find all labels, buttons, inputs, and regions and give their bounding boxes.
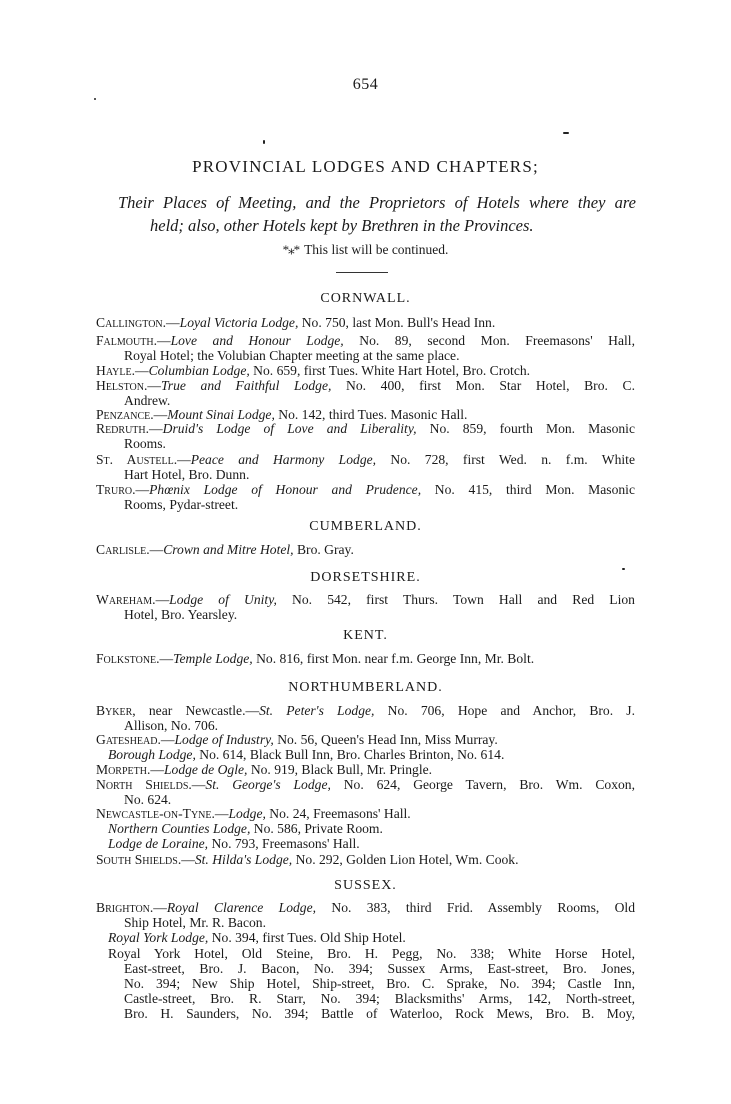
county-heading: NORTHUMBERLAND. xyxy=(288,680,443,695)
entry-line: Royal York Lodge, No. 394, first Tues. Old Ship Hotel. xyxy=(108,930,406,946)
page-title: PROVINCIAL LODGES AND CHAPTERS; xyxy=(192,157,539,176)
lodge-entry xyxy=(96,407,635,422)
entry-line: Allison, No. 706. xyxy=(124,718,219,734)
entry-line: Borough Lodge, No. 614, Black Bull Inn, Bro. Charles Brinton, No. 614. xyxy=(108,747,505,763)
entry-line: Callington.—Loyal Victoria Lodge, No. 750, last Mon. Bull's Head Inn. xyxy=(96,315,496,330)
entry-line: Bro. H. Saunders, No. 394; Battle of Waterloo, Rock Mews, Bro. B. Moy, xyxy=(124,1006,635,1022)
lodge-entry xyxy=(96,542,635,557)
entry-line: Rooms. xyxy=(124,436,166,452)
entry-line: Morpeth.—Lodge de Ogle, No. 919, Black Bull, Mr. Pringle. xyxy=(96,762,433,777)
subtitle-line-1: Their Places of Meeting, and the Proprietors of Hotels where they are xyxy=(118,193,636,212)
continuation-note xyxy=(0,242,731,258)
entry-line: Penzance.—Mount Sinai Lodge, No. 142, third Tues. Masonic Hall. xyxy=(96,407,468,422)
lodge-entry xyxy=(96,378,635,408)
entry-line: Truro.—Phœnix Lodge of Honour and Prudence, No. 415, third Mon. Masonic xyxy=(96,482,635,497)
lodge-entry xyxy=(96,703,635,733)
lodge-entry xyxy=(96,421,635,451)
lodge-entry xyxy=(96,333,635,363)
entry-line: Newcastle-on-Tyne.—Lodge, No. 24, Freemasons' Hall. xyxy=(96,806,411,821)
entry-line: Ship Hotel, Mr. R. Bacon. xyxy=(124,915,266,931)
asterism-icon: *⁎* xyxy=(282,242,300,257)
county-heading: KENT. xyxy=(343,628,388,643)
divider-rule xyxy=(336,272,388,273)
county-heading: DORSETSHIRE. xyxy=(310,570,421,585)
lodge-entry xyxy=(96,363,635,378)
county-heading: CORNWALL. xyxy=(320,291,411,306)
entry-line: Hayle.—Columbian Lodge, No. 659, first Tues. White Hart Hotel, Bro. Crotch. xyxy=(96,363,531,378)
print-speck xyxy=(263,140,265,144)
entry-line: North Shields.—St. George's Lodge, No. 624, George Tavern, Bro. Wm. Coxon, xyxy=(96,777,635,792)
entry-line: Hart Hotel, Bro. Dunn. xyxy=(124,467,250,483)
lodge-entry xyxy=(96,315,635,330)
entry-line: Northern Counties Lodge, No. 586, Private Room. xyxy=(108,821,383,837)
entry-line: St. Austell.—Peace and Harmony Lodge, No. 728, first Wed. n. f.m. White xyxy=(96,452,635,467)
entry-line: Wareham.—Lodge of Unity, No. 542, first Thurs. Town Hall and Red Lion xyxy=(96,592,635,607)
lodge-entry xyxy=(96,806,635,852)
print-speck xyxy=(94,98,96,100)
entry-line: Byker, near Newcastle.—St. Peter's Lodge, No. 706, Hope and Anchor, Bro. J. xyxy=(96,703,635,718)
entry-line: Folkstone.—Temple Lodge, No. 816, first Mon. near f.m. George Inn, Mr. Bolt. xyxy=(96,651,535,666)
lodge-entry xyxy=(96,852,635,867)
note-text: This list will be continued. xyxy=(304,242,449,257)
entry-line: No. 394; New Ship Hotel, Ship-street, Bro. C. Sprake, No. 394; Castle Inn, xyxy=(124,976,635,992)
lodge-entry xyxy=(96,732,635,762)
entry-line: Redruth.—Druid's Lodge of Love and Liberality, No. 859, fourth Mon. Masonic xyxy=(96,421,635,436)
entry-line: Gateshead.—Lodge of Industry, No. 56, Queen's Head Inn, Miss Murray. xyxy=(96,732,498,747)
entry-line: East-street, Bro. J. Bacon, No. 394; Sussex Arms, East-street, Bro. Jones, xyxy=(124,960,635,976)
lodge-entry xyxy=(96,651,635,666)
county-heading: CUMBERLAND. xyxy=(309,519,422,534)
entry-line: Hotel, Bro. Yearsley. xyxy=(124,607,238,623)
entry-line: Rooms, Pydar-street. xyxy=(124,497,239,513)
lodge-entry xyxy=(96,592,635,622)
subtitle-line-2: held; also, other Hotels kept by Brethren in the Provinces. xyxy=(150,216,534,235)
entry-line: Royal Hotel; the Volubian Chapter meeting at the same place. xyxy=(124,348,460,364)
entry-line: Carlisle.—Crown and Mitre Hotel, Bro. Gray. xyxy=(96,542,354,557)
print-speck xyxy=(563,132,569,134)
entry-line: Andrew. xyxy=(124,393,171,409)
entry-line: Helston.—True and Faithful Lodge, No. 400, first Mon. Star Hotel, Bro. C. xyxy=(96,378,635,393)
page-subtitle xyxy=(118,191,636,237)
lodge-entry xyxy=(96,762,635,777)
entry-line: Lodge de Loraine, No. 793, Freemasons' Hall. xyxy=(108,836,360,852)
entry-line: Royal York Hotel, Old Steine, Bro. H. Pegg, No. 338; White Horse Hotel, xyxy=(108,945,635,961)
lodge-entry xyxy=(96,452,635,482)
entry-line: South Shields.—St. Hilda's Lodge, No. 292, Golden Lion Hotel, Wm. Cook. xyxy=(96,852,519,867)
page-number: 654 xyxy=(352,76,379,93)
lodge-entry xyxy=(96,482,635,512)
lodge-entry xyxy=(96,777,635,807)
lodge-entry xyxy=(96,900,635,1022)
entry-line: Falmouth.—Love and Honour Lodge, No. 89, second Mon. Freemasons' Hall, xyxy=(96,333,635,348)
county-heading: SUSSEX. xyxy=(334,878,397,893)
entry-line: Castle-street, Bro. R. Starr, No. 394; Blacksmiths' Arms, 142, North-street, xyxy=(124,991,635,1007)
entry-line: Brighton.—Royal Clarence Lodge, No. 383, third Frid. Assembly Rooms, Old xyxy=(96,900,635,915)
entry-line: No. 624. xyxy=(124,792,172,808)
